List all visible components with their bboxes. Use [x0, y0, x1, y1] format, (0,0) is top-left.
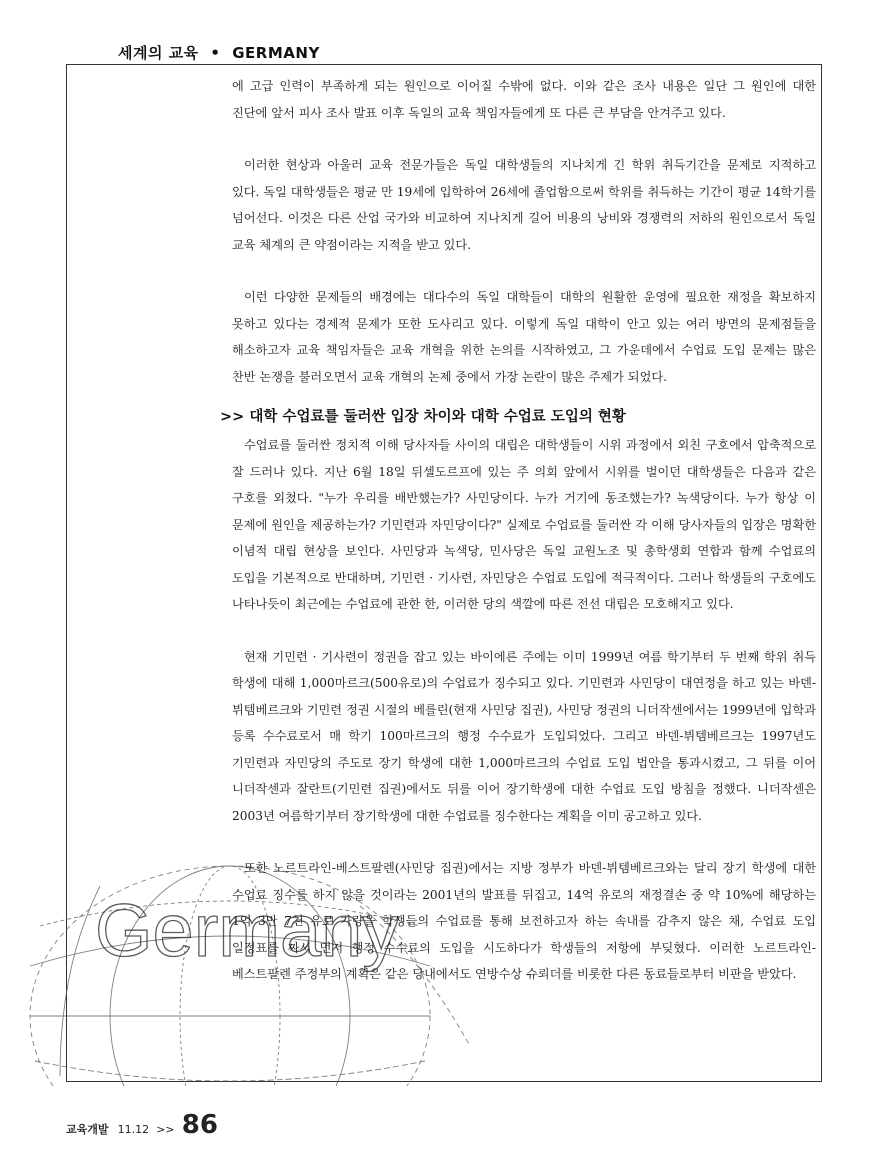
magazine-name: 교육개발	[66, 1123, 109, 1136]
series-title: 세계의 교육	[118, 44, 199, 62]
paragraph-1: 에 고급 인력이 부족하게 되는 원인으로 이어질 수밖에 없다. 이와 같은 조사 내용은 일단 그 원인에 대한 진단에 앞서 피사 조사 발표 이후 독일의 교육 책임자들에게 또 다른 큰 부담을 안겨주고 있다.	[232, 79, 816, 120]
footer-arrows: >>	[156, 1123, 175, 1136]
section-paragraph-3: 또한 노르트라인-베스트팔렌(사민당 집권)에서는 지방 정부가 바덴-뷔템베르크와는 달리 장기 학생에 대한 수업료 징수를 하지 않을 것이라는 2001년의 발표를 뒤집고, 14억 유로의 재정결손 중 약 10%에 해당하는 1억 3만 7천 유로 가량을 학생들의 수업료를 통해 보전하고자 하는 속내를 감추지 않은 채, 수업료 도입 일정표를 짜서 먼저 행정 수수료의 도입을 시도하다가 학생들의 저항에 부딪혔다. 이러한 노르트라인-베스트팔렌 주정부의 계획은 같은 당내에서도 연방수상 슈뢰더를 비롯한 다른 동료들로부터 비판을 받았다.	[232, 861, 816, 981]
issue-number: 11.12	[117, 1123, 150, 1136]
paragraph-3: 이런 다양한 문제들의 배경에는 대다수의 독일 대학들이 대학의 원활한 운영에 필요한 재정을 확보하지 못하고 있다는 경제적 문제가 또한 도사리고 있다. 이렇게 독일 대학이 안고 있는 여러 방면의 문제점들을 해소하고자 교육 책임자들은 교육 개혁을 위한 논의를 시작하였고, 그 가운데에서 수업료 도입 문제는 많은 찬반 논쟁을 불러오면서 교육 개혁의 논제 중에서 가장 논란이 많은 주제가 되었다.	[232, 290, 816, 384]
header-separator: •	[210, 44, 221, 62]
page-footer	[66, 1110, 218, 1140]
section-title: 대학 수업료를 둘러싼 입장 차이와 대학 수업료 도입의 현황	[249, 409, 626, 425]
section-heading	[220, 402, 804, 432]
page-header	[118, 42, 320, 63]
country-title: GERMANY	[232, 44, 320, 62]
page-number: 86	[181, 1110, 218, 1140]
paragraph-2: 이러한 현상과 아울러 교육 전문가들은 독일 대학생들의 지나치게 긴 학위 취득기간을 문제로 지적하고 있다. 독일 대학생들은 평균 만 19세에 입학하여 26세에 졸업함으로써 학위를 취득하는 기간이 평균 14학기를 넘어선다. 이것은 다른 산업 국가와 비교하여 지나치게 길어 비용의 낭비와 경쟁력의 저하의 원인으로서 독일 교육 체계의 큰 약점이라는 지적을 받고 있다.	[232, 158, 816, 252]
section-paragraph-1: 수업료를 둘러싼 정치적 이해 당사자들 사이의 대립은 대학생들이 시위 과정에서 외친 구호에서 압축적으로 잘 드러나 있다. 지난 6월 18일 뒤셀도르프에 있는 주 의회 앞에서 시위를 벌이던 대학생들은 다음과 같은 구호를 외쳤다. "누가 우리를 배반했는가? 사민당이다. 누가 거기에 동조했는가? 녹색당이다. 누가 항상 이 문제에 원인을 제공하는가? 기민련과 자민당이다?" 실제로 수업료를 둘러싼 각 이해 당사자들의 입장은 명확한 이념적 대립 현상을 보인다. 사민당과 녹색당, 민사당은 독일 교원노조 및 총학생회 연합과 함께 수업료의 도입을 기본적으로 반대하며, 기민련 · 기사련, 자민당은 수업료 도입에 적극적이다. 그러나 학생들의 구호에도 나타나듯이 최근에는 수업료에 관한 한, 이러한 당의 색깔에 따른 전선 대립은 모호해지고 있다.	[232, 438, 816, 611]
section-marker: >>	[220, 409, 245, 425]
section-paragraph-2: 현재 기민련 · 기사련이 정권을 잡고 있는 바이에른 주에는 이미 1999년 여름 학기부터 두 번째 학위 취득 학생에 대해 1,000마르크(500유로)의 수업료가 징수되고 있다. 기민련과 사민당이 대연정을 하고 있는 바덴-뷔템베르크와 기민련 정권 시절의 베를린(현재 사민당 집권), 사민당 정권의 니더작센에서는 1999년에 입학과 등록 수수료로서 매 학기 100마르크의 행정 수수료가 도입되었다. 그리고 바덴-뷔템베르크는 1997년도 기민련과 자민당의 주도로 장기 학생에 대한 1,000마르크의 수업료 도입 법안을 통과시켰고, 그 뒤를 이어 니더작센과 잘란트(기민련 집권)에서도 뒤를 이어 장기학생에 대한 수업료 도입 방침을 정했다. 니더작센은 2003년 여름학기부터 장기학생에 대한 수업료를 징수한다는 계획을 이미 공고하고 있다.	[232, 649, 816, 823]
article-body	[220, 73, 816, 988]
watermark-text: Germany	[95, 889, 400, 972]
